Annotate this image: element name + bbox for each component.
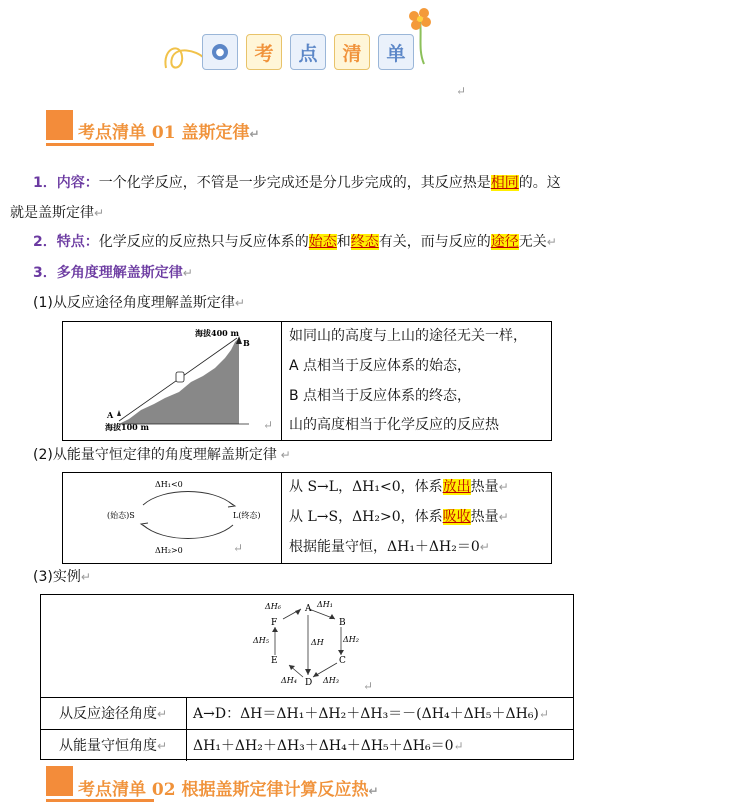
- feature-text-3: 有关，而与反应的: [378, 234, 491, 250]
- edge-h5-label: ΔH₅: [253, 636, 269, 645]
- row1-label: 从反应途径角度↵: [59, 706, 168, 722]
- part3-table: [40, 594, 574, 760]
- row1-formula-text: A→D：ΔH＝ΔH₁＋ΔH₂＋ΔH₃＝－(ΔH₄＋ΔH₅＋ΔH₆): [193, 706, 539, 722]
- part2-line1-end: 热量: [470, 479, 499, 495]
- mountain-diagram: [99, 324, 279, 438]
- banner-char-1: 考: [246, 34, 282, 70]
- section-title: 根据盖斯定律计算反应热: [181, 780, 369, 800]
- content-line2-text: 就是盖斯定律: [10, 205, 94, 221]
- point-b-label: B: [243, 338, 250, 348]
- delta-h2-label: ΔH₂>0: [155, 546, 183, 555]
- node-e: E: [271, 656, 278, 666]
- row1-formula: A→D：ΔH＝ΔH₁＋ΔH₂＋ΔH₃＝－(ΔH₄＋ΔH₅＋ΔH₆)↵: [193, 706, 549, 722]
- part3-heading-text: (3)实例: [33, 569, 81, 585]
- altitude-top-label: 海拔400 m: [195, 328, 239, 338]
- feature-text-4: 无关: [518, 234, 547, 250]
- part1-heading: (1)从反应途径角度理解盖斯定律↵: [33, 295, 245, 311]
- section-label: 考点清单: [78, 780, 146, 800]
- section-bar-icon: [46, 766, 73, 796]
- section-title: 盖斯定律: [181, 123, 250, 143]
- banner-circle-box: [202, 34, 238, 70]
- return-mark-icon: ↵: [456, 84, 467, 98]
- item-multi-angle: 3．多角度理解盖斯定律↵: [33, 265, 193, 281]
- point-a-label: A: [107, 410, 114, 420]
- flower-decoration-icon: [404, 6, 438, 66]
- final-state-label: L(终态): [233, 511, 261, 520]
- part1-heading-text: (1)从反应途径角度理解盖斯定律: [33, 295, 235, 311]
- node-f: F: [271, 618, 278, 628]
- part2-line2-end: 热量: [470, 509, 499, 525]
- highlight-path: 途径: [490, 234, 519, 250]
- row2-label-text: 从能量守恒角度: [59, 738, 157, 754]
- part2-line1-text: 从 S→L，ΔH₁<0，体系: [289, 479, 443, 495]
- edge-h6-label: ΔH₆: [265, 602, 281, 611]
- section-bar-icon: [46, 110, 73, 140]
- part1-table: [62, 321, 552, 441]
- part2-heading-text: (2)从能量守恒定律的角度理解盖斯定律: [33, 447, 277, 463]
- part2-table: [62, 472, 552, 564]
- cycle-diagram: [103, 475, 273, 561]
- section-number: 01: [151, 123, 176, 143]
- part1-line-3: B 点相当于反应体系的终态，: [289, 388, 472, 404]
- node-d: D: [305, 678, 313, 688]
- section-underline: [46, 143, 154, 146]
- content-text-end: 的。这: [518, 175, 561, 191]
- part2-line-2: 从 L→S，ΔH₂>0，体系吸收热量↵: [289, 509, 509, 525]
- section-label: 考点清单: [78, 123, 146, 143]
- center-h-label: ΔH: [311, 638, 324, 647]
- edge-h1-label: ΔH₁: [317, 600, 333, 609]
- item-feature: 2．特点：化学反应的反应热只与反应体系的始态和终态有关，而与反应的途径无关↵: [33, 234, 557, 250]
- part1-line-4: 山的高度相当于化学反应的反应热: [289, 417, 499, 433]
- initial-state-label: (始态)S: [107, 511, 135, 520]
- node-b: B: [339, 618, 346, 628]
- return-mark-icon: ↵: [263, 418, 274, 432]
- highlight-final-state: 终态: [350, 234, 379, 250]
- row2-formula: ΔH₁＋ΔH₂＋ΔH₃＋ΔH₄＋ΔH₅＋ΔH₆＝0↵: [193, 738, 464, 754]
- node-c: C: [339, 656, 346, 666]
- item-content: [33, 172, 561, 192]
- part2-line-3: 根据能量守恒，ΔH₁＋ΔH₂＝0↵: [289, 539, 490, 555]
- part2-line3-text: 根据能量守恒，ΔH₁＋ΔH₂＝0: [289, 539, 480, 555]
- part2-line-1: 从 S→L，ΔH₁<0，体系放出热量↵: [289, 479, 509, 495]
- feature-text-1: 化学反应的反应热只与反应体系的: [98, 234, 309, 250]
- edge-h2-label: ΔH₂: [343, 635, 359, 644]
- content-text: 一个化学反应，不管是一步完成还是分几步完成的，其反应热是: [98, 175, 491, 191]
- part2-heading: (2)从能量守恒定律的角度理解盖斯定律 ↵: [33, 447, 291, 463]
- row1-label-text: 从反应途径角度: [59, 706, 157, 722]
- highlight-release: 放出: [442, 479, 471, 495]
- highlight-same: 相同: [490, 175, 519, 191]
- banner-char-2: 点: [290, 34, 326, 70]
- part1-line-1: 如同山的高度与上山的途径无关一样，: [289, 328, 527, 344]
- edge-h4-label: ΔH₄: [281, 676, 297, 685]
- delta-h1-label: ΔH₁<0: [155, 480, 183, 489]
- row2-formula-text: ΔH₁＋ΔH₂＋ΔH₃＋ΔH₄＋ΔH₅＋ΔH₆＝0: [193, 738, 454, 754]
- part3-heading: (3)实例↵: [33, 569, 91, 585]
- row2-label: 从能量守恒角度↵: [59, 738, 168, 754]
- part2-line2-text: 从 L→S，ΔH₂>0，体系: [289, 509, 443, 525]
- return-mark-icon: ↵: [233, 541, 244, 555]
- return-mark-icon: ↵: [363, 679, 374, 693]
- banner-char-3: 清: [334, 34, 370, 70]
- highlight-initial-state: 始态: [308, 234, 337, 250]
- edge-h3-label: ΔH₃: [323, 676, 339, 685]
- node-a: A: [305, 604, 312, 614]
- multi-angle-label: 3．多角度理解盖斯定律: [33, 265, 183, 281]
- content-label: 1．内容：: [33, 175, 99, 191]
- banner-char-4: 单: [378, 34, 414, 70]
- altitude-bottom-label: 海拔100 m: [105, 422, 149, 432]
- item-content-line2: 就是盖斯定律↵: [10, 205, 105, 221]
- highlight-absorb: 吸收: [442, 509, 471, 525]
- feature-text-2: 和: [336, 234, 351, 250]
- circle-badge-icon: ●: [212, 44, 228, 60]
- section-number: 02: [151, 780, 176, 800]
- feature-label: 2．特点：: [33, 234, 99, 250]
- part1-line-2: A 点相当于反应体系的始态，: [289, 358, 472, 374]
